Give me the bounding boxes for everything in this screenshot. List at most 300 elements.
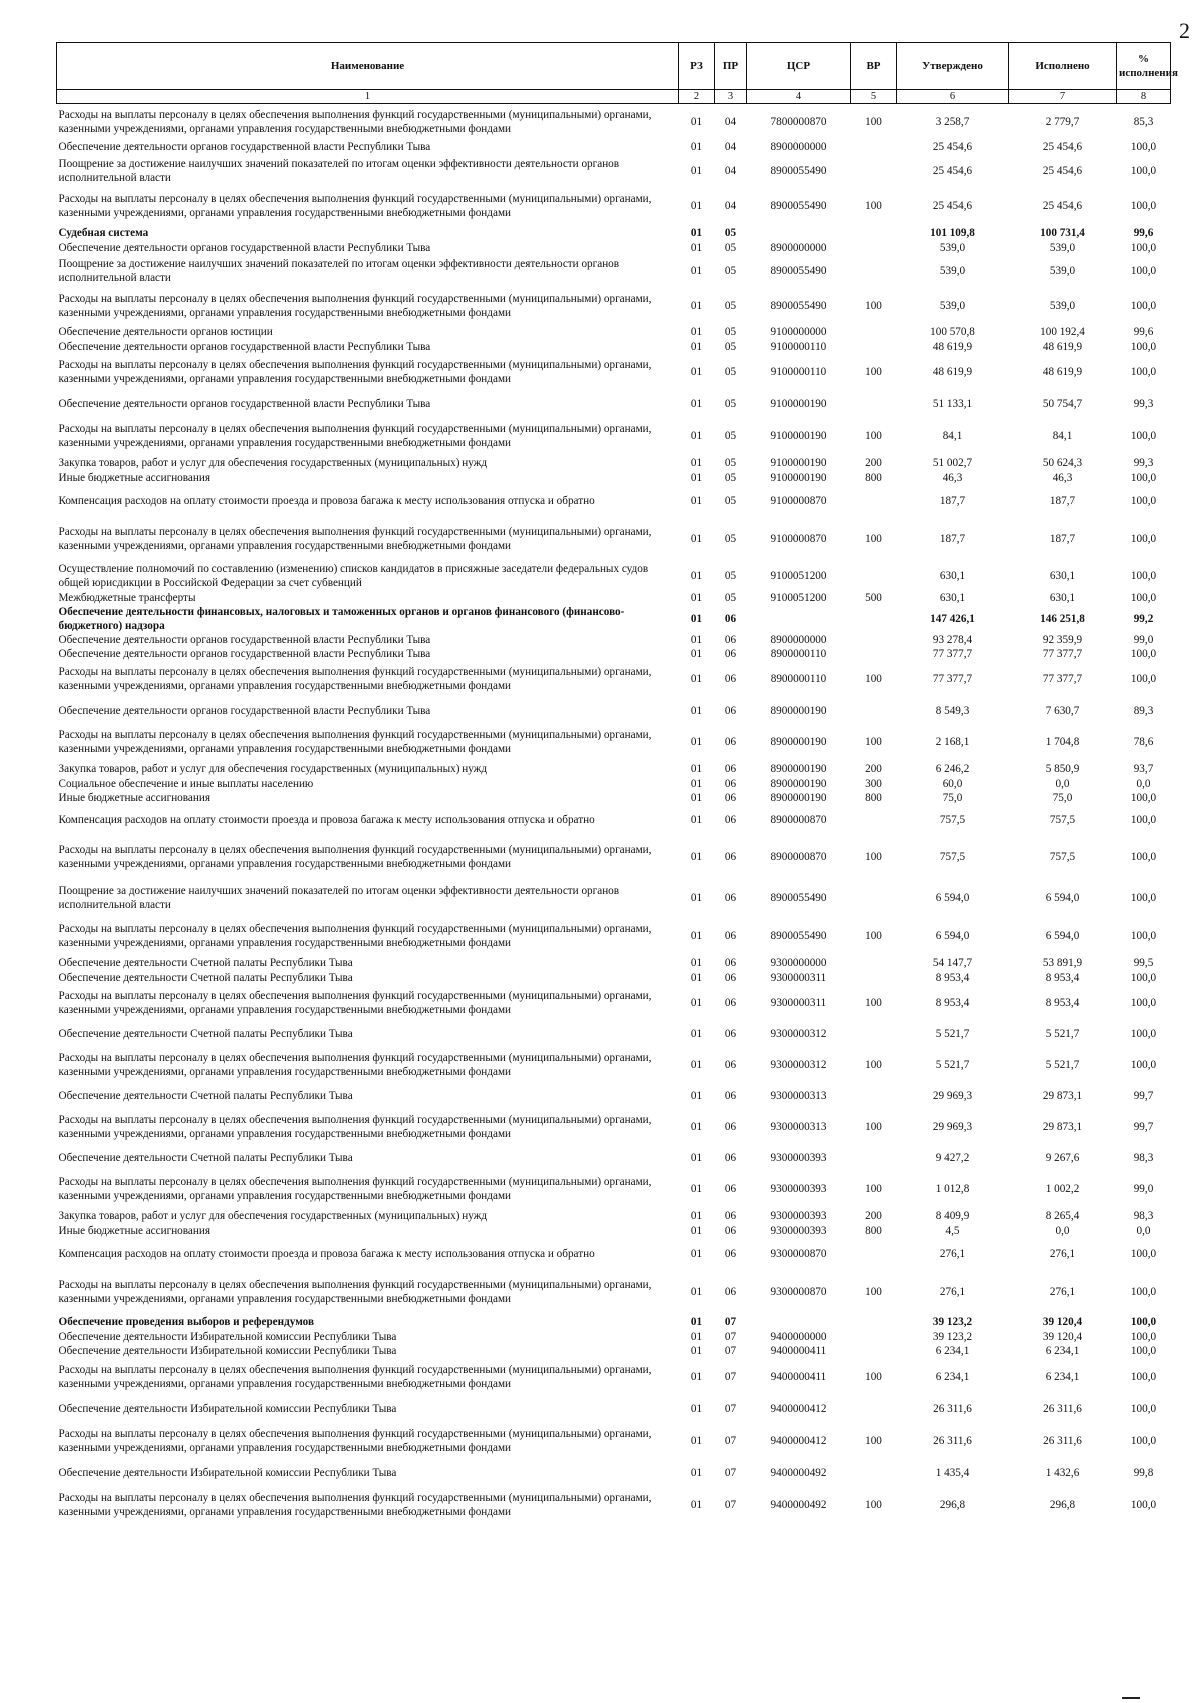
cell-approved: 6 234,1 [935,1370,970,1383]
cell-percent: 100,0 [1130,430,1157,442]
cell-name: Иные бюджетные ассигнования [58,791,210,804]
cell-csr: 9300000311 [770,997,827,1009]
cell-csr: 9400000412 [770,1402,827,1415]
cell-rz: 01 [690,971,703,984]
cell-vr [851,391,897,418]
table-row [57,1422,1171,1460]
cell-approved: 51 002,7 [932,456,973,469]
cell-pr: 07 [724,1315,737,1328]
cell-name: Обеспечение деятельности финансовых, налоговых и таможенных органов и органов финансового (финансово-бюджетного) надзора [58,605,625,632]
table-row [57,1170,1171,1208]
cell-name: Расходы на выплаты персоналу в целях обеспечения выполнения функций государственными (муниципальными) органами, казенными учреждениями, органами управления государственными внебюджетными фондами [58,1113,652,1140]
cell-pr: 05 [724,591,737,604]
cell-csr: 9300000312 [770,1058,827,1071]
table-row [57,1486,1171,1524]
cell-name: Расходы на выплаты персоналу в целях обеспечения выполнения функций государственными (муниципальными) органами, казенными учреждениями, органами управления государственными внебюджетными фондами [58,729,652,755]
cell-executed: 296,8 [1049,1498,1076,1511]
column-number: 8 [1117,90,1171,104]
cell-csr: 9300000311 [770,971,827,984]
cell-approved: 48 619,9 [932,366,973,378]
cell-csr: 8900055490 [770,164,827,177]
table-row [57,255,1171,287]
cell-percent: 100,0 [1130,1330,1157,1343]
cell-executed: 29 873,1 [1042,1089,1083,1102]
header-approved: Утверждено [897,43,1009,90]
cell-percent: 100,0 [1130,241,1157,254]
cell-vr: 100 [865,997,882,1009]
page-number: 2 [1179,18,1190,43]
cell-pr: 06 [724,1209,737,1222]
cell-csr: 9100000190 [770,471,827,484]
cell-executed: 8 953,4 [1045,971,1080,984]
cell-rz: 01 [690,430,703,442]
cell-csr: 8900000870 [770,813,827,826]
cell-pr: 07 [724,1466,737,1479]
table-row [57,835,1171,879]
table-row [57,561,1171,591]
cell-pr: 06 [724,850,737,863]
column-number: 4 [747,90,851,104]
cell-pr: 04 [724,164,737,177]
header-rz: РЗ [679,43,715,90]
cell-pr: 06 [724,1058,737,1071]
table-row [57,1146,1171,1170]
cell-rz: 01 [690,647,703,660]
cell-csr: 8900055490 [770,891,827,904]
cell-name: Расходы на выплаты персоналу в целях обеспечения выполнения функций государственными (муниципальными) органами, казенными учреждениями, органами управления государственными внебюджетными фондами [58,1427,652,1454]
cell-name: Поощрение за достижение наилучших значений показателей по итогам оценки эффективности деятельности органов исполнительной власти [58,884,620,911]
cell-approved: 8 409,9 [935,1209,970,1222]
cell-percent: 78,6 [1133,736,1154,748]
cell-name: Судебная система [58,226,149,239]
cell-name: Обеспечение деятельности Счетной палаты Республики Тыва [58,1151,353,1164]
cell-pr: 06 [724,762,737,775]
cell-rz: 01 [690,326,703,338]
cell-rz: 01 [690,456,703,469]
cell-executed: 276,1 [1049,1285,1076,1298]
table-row [57,1460,1171,1486]
cell-percent: 100,0 [1130,813,1157,826]
cell-approved: 39 123,2 [932,1315,973,1328]
cell-name: Обеспечение деятельности органов юстиции [58,326,273,338]
cell-name: Расходы на выплаты персоналу в целях обеспечения выполнения функций государственными (муниципальными) органами, казенными учреждениями, органами управления государственными внебюджетными фондами [58,525,652,552]
cell-vr: 100 [865,673,882,685]
cell-executed: 48 619,9 [1042,340,1083,353]
table-row [57,791,1171,805]
cell-pr: 06 [724,612,737,625]
table-row [57,1084,1171,1108]
cell-pr: 06 [724,673,737,685]
cell-percent: 100,0 [1130,591,1157,604]
cell-rz: 01 [690,850,703,863]
cell-executed: 39 120,4 [1042,1315,1083,1328]
cell-name: Иные бюджетные ассигнования [58,471,210,484]
cell-executed: 8 953,4 [1045,997,1080,1009]
cell-name: Расходы на выплаты персоналу в целях обеспечения выполнения функций государственными (муниципальными) органами, казенными учреждениями, органами управления государственными внебюджетными фондами [58,843,652,870]
cell-name: Расходы на выплаты персоналу в целях обеспечения выполнения функций государственными (муниципальными) органами, казенными учреждениями, органами управления государственными внебюджетными фондами [58,666,652,692]
cell-executed: 84,1 [1052,430,1073,442]
cell-csr: 9300000393 [770,1209,827,1222]
cell-executed: 0,0 [1055,1224,1070,1237]
cell-pr: 05 [724,326,737,338]
table-row [57,1022,1171,1046]
cell-percent: 100,0 [1130,164,1157,177]
cell-executed: 630,1 [1049,591,1076,604]
table-row [57,485,1171,517]
table-row [57,917,1171,955]
cell-rz: 01 [690,141,703,153]
cell-rz: 01 [690,366,703,378]
cell-rz: 01 [690,1151,703,1164]
cell-csr: 8900000870 [770,850,827,863]
cell-approved: 6 594,0 [935,891,970,904]
cell-rz: 01 [690,398,703,410]
cell-vr [851,698,897,724]
cell-rz: 01 [690,532,703,545]
cell-pr: 05 [724,366,737,378]
cell-executed: 53 891,9 [1042,956,1083,969]
cell-vr [851,485,897,517]
column-number-row [57,90,1171,104]
cell-vr: 100 [865,430,882,442]
cell-approved: 29 969,3 [932,1120,973,1133]
cell-rz: 01 [690,612,703,625]
cell-percent: 100,0 [1130,1344,1157,1357]
cell-executed: 539,0 [1049,264,1076,277]
cell-percent: 89,3 [1133,704,1154,717]
cell-csr: 9400000411 [770,1370,827,1383]
cell-percent: 99,0 [1133,1182,1154,1195]
table-row [57,241,1171,255]
header-executed: Исполнено [1009,43,1117,90]
cell-pr: 06 [724,777,737,790]
cell-percent: 99,6 [1133,226,1154,239]
cell-csr: 8900055490 [770,299,827,312]
table-row [57,1046,1171,1084]
cell-name: Обеспечение деятельности Счетной палаты Республики Тыва [58,1089,353,1102]
cell-name: Расходы на выплаты персоналу в целях обеспечения выполнения функций государственными (муниципальными) органами, казенными учреждениями, органами управления государственными внебюджетными фондами [58,1363,652,1390]
table-row [57,661,1171,698]
cell-percent: 100,0 [1130,199,1157,212]
column-number: 2 [679,90,715,104]
cell-executed: 5 521,7 [1045,1027,1080,1040]
cell-name: Межбюджетные трансферты [58,591,196,604]
table-row [57,1108,1171,1146]
cell-vr [851,1084,897,1108]
cell-percent: 100,0 [1130,997,1157,1009]
cell-csr: 8900055490 [770,929,827,942]
cell-executed: 276,1 [1049,1247,1076,1260]
cell-name: Обеспечение деятельности Счетной палаты Республики Тыва [58,1027,353,1040]
cell-csr: 8900000190 [770,704,827,717]
table-row [57,325,1171,340]
cell-approved: 630,1 [939,591,966,604]
cell-executed: 757,5 [1049,813,1076,826]
cell-rz: 01 [690,241,703,254]
cell-approved: 276,1 [939,1285,966,1298]
cell-executed: 39 120,4 [1042,1330,1083,1343]
cell-vr: 100 [865,850,882,863]
cell-executed: 75,0 [1052,791,1073,804]
cell-executed: 25 454,6 [1042,141,1083,153]
cell-approved: 630,1 [939,569,966,582]
cell-vr: 100 [865,1058,882,1071]
cell-vr [851,1314,897,1330]
cell-executed: 187,7 [1049,494,1076,507]
cell-rz: 01 [690,1285,703,1298]
cell-csr: 8900000110 [770,673,827,685]
cell-pr: 06 [724,1285,737,1298]
cell-percent: 99,5 [1133,956,1154,969]
cell-percent: 0,0 [1136,1224,1151,1237]
cell-name: Компенсация расходов на оплату стоимости проезда и провоза багажа к месту использования отпуска и обратно [58,494,595,507]
cell-rz: 01 [690,1370,703,1383]
cell-csr: 9400000412 [770,1434,827,1447]
table-row [57,1224,1171,1238]
cell-rz: 01 [690,762,703,775]
cell-rz: 01 [690,813,703,826]
cell-rz: 01 [690,777,703,790]
cell-executed: 1 704,8 [1045,736,1080,748]
cell-approved: 60,0 [942,777,963,790]
cell-pr: 05 [724,494,737,507]
header-pr: ПР [715,43,747,90]
cell-approved: 39 123,2 [932,1330,973,1343]
cell-csr [747,605,851,633]
cell-approved: 25 454,6 [932,141,973,153]
table-row [57,1358,1171,1396]
table-row [57,187,1171,225]
cell-percent: 100,0 [1130,1315,1157,1328]
cell-pr: 07 [724,1344,737,1357]
cell-csr: 9400000492 [770,1498,827,1511]
cell-rz: 01 [690,956,703,969]
cell-pr: 06 [724,891,737,904]
cell-approved: 5 521,7 [935,1058,970,1071]
cell-name: Иные бюджетные ассигнования [58,1224,210,1237]
table-row [57,455,1171,471]
table-body [57,104,1171,1524]
table-row [57,340,1171,354]
cell-executed: 26 311,6 [1043,1434,1082,1447]
cell-percent: 0,0 [1136,777,1151,790]
cell-rz: 01 [690,1120,703,1133]
cell-rz: 01 [690,1224,703,1237]
budget-table-container [56,42,1178,1524]
cell-percent: 93,7 [1133,762,1154,775]
cell-rz: 01 [690,569,703,582]
cell-pr: 06 [724,1182,737,1195]
cell-vr [851,633,897,647]
table-row [57,155,1171,187]
table-row [57,1314,1171,1330]
header-csr: ЦСР [747,43,851,90]
table-row [57,140,1171,155]
cell-rz: 01 [690,1315,703,1328]
table-row [57,805,1171,835]
cell-name: Обеспечение деятельности органов государственной власти Республики Тыва [58,398,431,410]
cell-executed: 25 454,6 [1042,199,1083,212]
column-number: 5 [851,90,897,104]
cell-approved: 187,7 [939,532,966,545]
table-row [57,1396,1171,1422]
cell-pr: 05 [724,471,737,484]
table-row [57,724,1171,761]
cell-name: Обеспечение деятельности Избирательной комиссии Республики Тыва [58,1466,397,1479]
cell-percent: 100,0 [1130,1498,1157,1511]
cell-vr: 300 [865,777,882,790]
cell-percent: 98,3 [1133,1151,1154,1164]
cell-percent: 100,0 [1130,1247,1157,1260]
cell-approved: 77 377,7 [932,673,973,685]
cell-csr: 9100051200 [770,569,827,582]
cell-vr: 100 [865,1285,882,1298]
cell-name: Обеспечение деятельности органов государственной власти Республики Тыва [58,704,431,717]
cell-rz: 01 [690,1058,703,1071]
table-row [57,1344,1171,1358]
cell-approved: 93 278,4 [932,633,973,646]
cell-csr: 8900000190 [770,777,827,790]
cell-percent: 100,0 [1130,366,1157,378]
cell-executed: 6 234,1 [1045,1370,1080,1383]
cell-executed: 630,1 [1049,569,1076,582]
cell-vr: 100 [865,299,882,312]
cell-rz: 01 [690,1209,703,1222]
cell-executed: 48 619,9 [1042,366,1083,378]
cell-percent: 99,7 [1133,1089,1154,1102]
cell-rz: 01 [690,1434,703,1447]
cell-rz: 01 [690,1344,703,1357]
cell-pr: 05 [724,569,737,582]
cell-pr: 05 [724,226,737,239]
cell-approved: 1 435,4 [935,1466,970,1479]
cell-vr [851,955,897,971]
cell-csr: 8900000110 [770,647,827,660]
cell-executed: 6 234,1 [1045,1344,1080,1357]
cell-approved: 8 953,4 [935,971,970,984]
cell-approved: 75,0 [942,791,963,804]
cell-pr: 07 [724,1330,737,1343]
cell-approved: 48 619,9 [932,340,973,353]
cell-percent: 100,0 [1130,494,1157,507]
cell-csr: 9300000312 [770,1027,827,1040]
cell-name: Социальное обеспечение и иные выплаты населению [58,777,314,790]
cell-approved: 5 521,7 [935,1027,970,1040]
cell-percent: 99,3 [1133,398,1154,410]
cell-pr: 06 [724,997,737,1009]
cell-rz: 01 [690,1498,703,1511]
cell-csr: 8900000000 [770,633,827,646]
cell-pr: 06 [724,971,737,984]
cell-percent: 100,0 [1130,340,1157,353]
cell-csr: 8900000000 [770,241,827,254]
cell-csr: 9300000313 [770,1089,827,1102]
cell-vr: 200 [865,456,882,469]
cell-rz: 01 [690,494,703,507]
cell-name: Расходы на выплаты персоналу в целях обеспечения выполнения функций государственными (муниципальными) органами, казенными учреждениями, органами управления государственными внебюджетными фондами [58,192,652,219]
cell-vr: 100 [865,199,882,212]
cell-name: Расходы на выплаты персоналу в целях обеспечения выполнения функций государственными (муниципальными) органами, казенными учреждениями, органами управления государственными внебюджетными фондами [58,359,652,385]
cell-approved: 46,3 [942,471,963,484]
cell-approved: 3 258,7 [935,115,970,128]
cell-percent: 100,0 [1130,1058,1157,1071]
table-row [57,955,1171,971]
cell-csr [747,225,851,241]
cell-executed: 5 850,9 [1045,762,1080,775]
cell-csr: 9100000870 [770,532,827,545]
cell-percent: 100,0 [1130,1434,1157,1447]
cell-vr: 500 [865,591,882,604]
cell-name: Осуществление полномочий по составлению (изменению) списков кандидатов в присяжные заседатели федеральных судов общей юрисдикции в Российской Федерации за счет субвенций [58,562,649,589]
cell-csr: 8900055490 [770,199,827,212]
cell-vr [851,255,897,287]
cell-csr: 9300000870 [770,1247,827,1260]
cell-name: Обеспечение деятельности Избирательной комиссии Республики Тыва [58,1344,397,1357]
cell-vr: 100 [865,1434,882,1447]
cell-vr: 100 [865,929,882,942]
cell-approved: 54 147,7 [932,956,973,969]
cell-rz: 01 [690,1330,703,1343]
cell-rz: 01 [690,264,703,277]
cell-pr: 06 [724,813,737,826]
cell-name: Обеспечение деятельности органов государственной власти Республики Тыва [58,241,431,254]
cell-approved: 25 454,6 [932,199,973,212]
cell-approved: 77 377,7 [932,647,973,660]
cell-executed: 6 594,0 [1045,929,1080,942]
cell-csr: 9100000000 [770,326,827,338]
cell-percent: 99,7 [1133,1120,1154,1133]
cell-pr: 06 [724,633,737,646]
cell-percent: 100,0 [1130,569,1157,582]
page-corner-mark [1122,1697,1140,1699]
cell-name: Расходы на выплаты персоналу в целях обеспечения выполнения функций государственными (муниципальными) органами, казенными учреждениями, органами управления государственными внебюджетными фондами [58,1278,652,1305]
cell-executed: 26 311,6 [1043,1402,1082,1415]
cell-approved: 757,5 [939,813,966,826]
cell-approved: 757,5 [939,850,966,863]
cell-pr: 06 [724,1151,737,1164]
cell-pr: 06 [724,1120,737,1133]
cell-rz: 01 [690,115,703,128]
cell-percent: 99,3 [1133,456,1154,469]
table-row [57,225,1171,241]
cell-executed: 2 779,7 [1045,115,1080,128]
cell-approved: 84,1 [942,430,963,442]
cell-percent: 100,0 [1130,850,1157,863]
cell-pr: 05 [724,532,737,545]
column-number: 1 [57,90,679,104]
cell-vr [851,605,897,633]
cell-name: Обеспечение деятельности Избирательной комиссии Республики Тыва [58,1402,397,1415]
cell-pr: 04 [724,115,737,128]
cell-name: Обеспечение деятельности органов государственной власти Республики Тыва [58,340,431,353]
cell-executed: 7 630,7 [1045,704,1080,717]
cell-pr: 06 [724,791,737,804]
cell-approved: 26 311,6 [933,1402,972,1415]
cell-rz: 01 [690,891,703,904]
budget-execution-table [56,42,1178,1524]
cell-name: Обеспечение проведения выборов и референдумов [58,1315,315,1328]
cell-rz: 01 [690,199,703,212]
cell-vr: 100 [865,1182,882,1195]
cell-executed: 9 267,6 [1045,1151,1080,1164]
cell-name: Обеспечение деятельности Счетной палаты Республики Тыва [58,956,353,969]
cell-vr [851,971,897,985]
cell-executed: 29 873,1 [1042,1120,1083,1133]
cell-pr: 06 [724,704,737,717]
cell-approved: 6 246,2 [935,762,970,775]
cell-name: Компенсация расходов на оплату стоимости проезда и провоза багажа к месту использования отпуска и обратно [58,813,595,826]
cell-executed: 187,7 [1049,532,1076,545]
